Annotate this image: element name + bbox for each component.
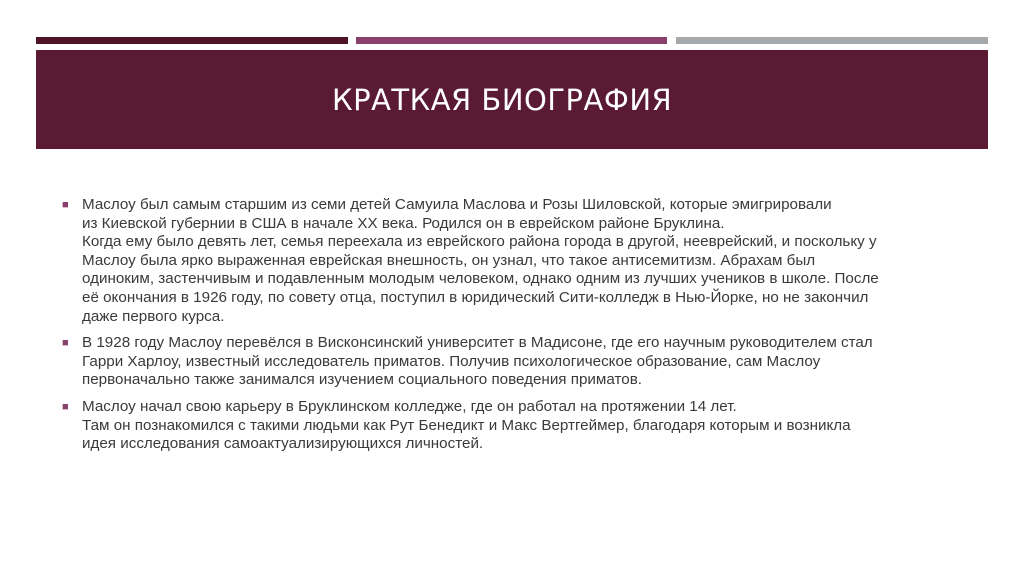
bullet-text-line: Там он познакомился с такими людьми как Рут Бенедикт и Макс Вертгеймер, благодаря которым и возникла xyxy=(82,416,851,434)
bullet-item xyxy=(62,196,974,326)
bullet-list xyxy=(62,196,974,462)
slide-title: КРАТКАЯ БИОГРАФИЯ xyxy=(332,82,673,117)
bullet-text-line: Маслоу начал свою карьеру в Бруклинском колледже, где он работал на протяжении 14 лет. xyxy=(82,397,737,415)
square-bullet-icon: ■ xyxy=(62,199,69,211)
bullet-text-line: Маслоу была ярко выраженная еврейская внешность, он узнал, что такое антисемитизм. Абрахам был xyxy=(82,251,816,269)
top-stripe-purple xyxy=(356,37,667,44)
square-bullet-icon: ■ xyxy=(62,400,69,413)
title-banner xyxy=(36,50,988,149)
bullet-text-line: Когда ему было девять лет, семья переехала из еврейского района города в другой, нееврейский, и поскольку у xyxy=(82,233,877,251)
bullet-text-line: даже первого курса. xyxy=(82,307,225,325)
bullet-text-line: первоначально также занимался изучением социального поведения приматов. xyxy=(82,371,642,389)
bullet-text-line: её окончания в 1926 году, по совету отца, поступил в юридический Сити-колледж в Нью-Йорке, но не закончил xyxy=(82,288,869,306)
bullet-text-line: одиноким, застенчивым и подавленным молодым человеком, однако одним из лучших учеников в школе. После xyxy=(82,270,879,288)
bullet-item xyxy=(62,398,974,454)
top-stripe-gray xyxy=(676,37,988,44)
square-bullet-icon: ■ xyxy=(62,337,69,350)
bullet-text-line: из Киевской губернии в США в начале XX века. Родился он в еврейском районе Бруклина. xyxy=(82,214,725,232)
bullet-text-line: Маслоу был самым старшим из семи детей Самуила Маслова и Розы Шиловской, которые эмигрировали xyxy=(82,196,832,213)
bullet-text-line: Гарри Харлоу, известный исследователь приматов. Получив психологическое образование, сам Маслоу xyxy=(82,352,821,370)
top-stripe-dark xyxy=(36,37,348,44)
bullet-item xyxy=(62,334,974,390)
bullet-text-line: В 1928 году Маслоу перевёлся в Висконсинский университет в Мадисоне, где его научным руководителем стал xyxy=(82,334,873,352)
bullet-text-line: идея исследования самоактуализирующихся личностей. xyxy=(82,435,484,453)
